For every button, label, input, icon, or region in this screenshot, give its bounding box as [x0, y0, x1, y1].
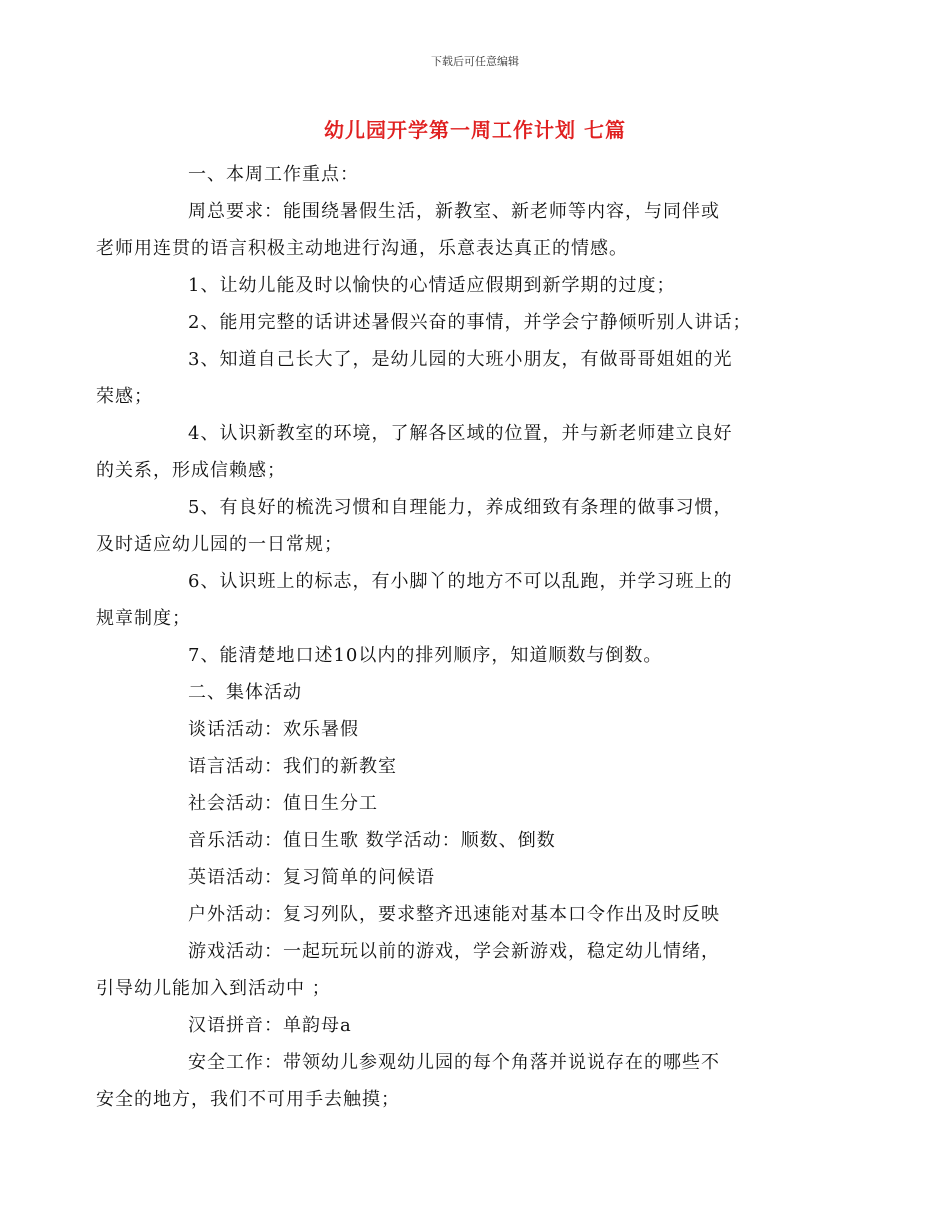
document-body — [96, 156, 822, 1118]
paragraph-line: 一、本周工作重点： — [188, 164, 359, 185]
paragraph — [142, 674, 822, 711]
paragraph-line: 老师用连贯的语言积极主动地进行沟通，乐意表达真正的情感。 — [96, 238, 628, 259]
paragraph-line: 户外活动：复习列队，要求整齐迅速能对基本口令作出及时反映 — [188, 904, 720, 925]
paragraph — [142, 711, 822, 748]
paragraph-line: 安全的地方，我们不可用手去触摸； — [96, 1089, 400, 1110]
paragraph — [96, 489, 822, 563]
paragraph — [96, 193, 822, 267]
paragraph — [142, 637, 822, 674]
paragraph-line: 2、能用完整的话讲述暑假兴奋的事情，并学会宁静倾听别人讲话； — [188, 312, 752, 333]
paragraph-line: 周总要求：能围绕暑假生活，新教室、新老师等内容，与同伴或 — [188, 201, 720, 222]
paragraph-line: 安全工作：带领幼儿参观幼儿园的每个角落并说说存在的哪些不 — [188, 1052, 720, 1073]
paragraph-line: 的关系，形成信赖感； — [96, 460, 286, 481]
paragraph-line: 3、知道自己长大了，是幼儿园的大班小朋友，有做哥哥姐姐的光 — [188, 349, 733, 370]
paragraph — [142, 748, 822, 785]
paragraph — [142, 896, 822, 933]
paragraph — [142, 822, 822, 859]
paragraph — [142, 859, 822, 896]
paragraph-line: 语言活动：我们的新教室 — [188, 756, 397, 777]
paragraph-line: 游戏活动：一起玩玩以前的游戏，学会新游戏，稳定幼儿情绪， — [188, 941, 720, 962]
paragraph-line: 规章制度； — [96, 608, 191, 629]
paragraph-line: 及时适应幼儿园的一日常规； — [96, 534, 343, 555]
paragraph-line: 4、认识新教室的环境，了解各区域的位置，并与新老师建立良好 — [188, 423, 733, 444]
paragraph — [96, 933, 822, 1007]
paragraph — [142, 267, 822, 304]
header-note: 下载后可任意编辑 — [431, 55, 519, 68]
paragraph — [142, 1007, 822, 1044]
paragraph-line: 谈话活动：欢乐暑假 — [188, 719, 359, 740]
paragraph — [96, 1044, 822, 1118]
paragraph-line: 7、能清楚地口述10以内的排列顺序，知道顺数与倒数。 — [188, 645, 663, 666]
paragraph — [96, 563, 822, 637]
document-title: 幼儿园开学第一周工作计划 七篇 — [324, 118, 626, 142]
paragraph-line: 6、认识班上的标志，有小脚丫的地方不可以乱跑，并学习班上的 — [188, 571, 733, 592]
paragraph-line: 引导幼儿能加入到活动中 ； — [96, 978, 331, 999]
paragraph-line: 社会活动：值日生分工 — [188, 793, 378, 814]
paragraph — [96, 415, 822, 489]
paragraph-line: 荣感； — [96, 386, 153, 407]
paragraph — [142, 304, 822, 341]
paragraph-line: 英语活动：复习简单的问候语 — [188, 867, 435, 888]
paragraph-line: 5、有良好的梳洗习惯和自理能力，养成细致有条理的做事习惯， — [188, 497, 733, 518]
paragraph-line: 音乐活动：值日生歌 数学活动：顺数、倒数 — [188, 830, 556, 851]
paragraph-line: 汉语拼音：单韵母a — [188, 1015, 352, 1036]
paragraph — [142, 785, 822, 822]
paragraph-line: 二、集体活动 — [188, 682, 302, 703]
paragraph — [96, 341, 822, 415]
paragraph — [142, 156, 822, 193]
paragraph-line: 1、让幼儿能及时以愉快的心情适应假期到新学期的过度； — [188, 275, 676, 296]
